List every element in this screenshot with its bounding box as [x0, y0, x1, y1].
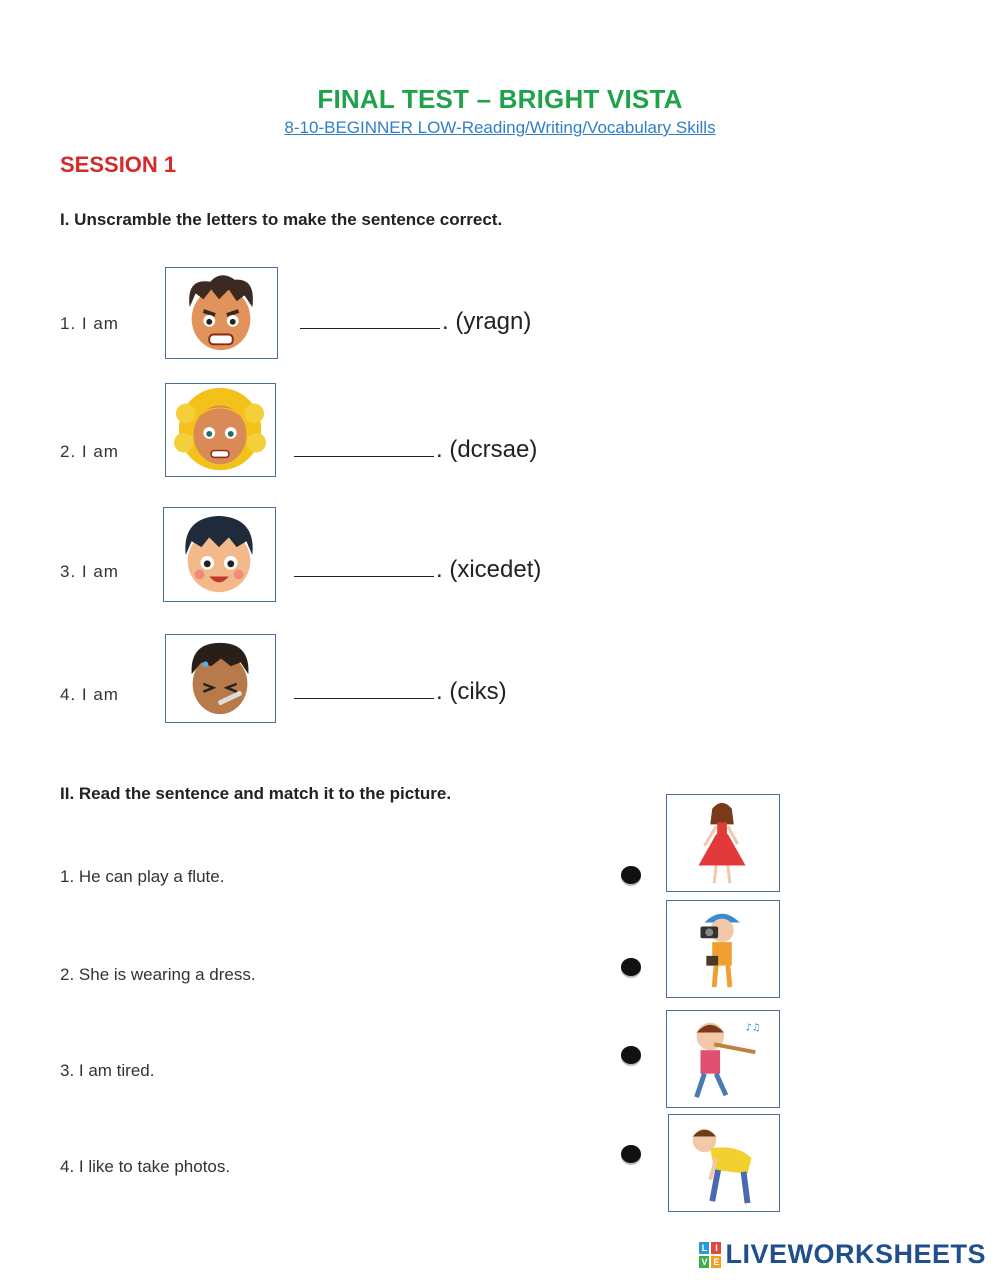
liveworksheets-logo[interactable]: [699, 1239, 986, 1270]
item4-answer-blank[interactable]: [294, 678, 507, 706]
match-dot-4[interactable]: [621, 1145, 641, 1163]
worksheet-title: FINAL TEST – BRIGHT VISTA: [317, 84, 683, 114]
match-dot-2[interactable]: [621, 958, 641, 976]
logo-letter-i: I: [711, 1242, 721, 1254]
session-label: SESSION 1: [60, 152, 177, 177]
item1-hint: . (yragn): [442, 308, 532, 335]
match-sentence-4: 4. I like to take photos.: [60, 1157, 231, 1176]
item3-label: 3. I am: [60, 562, 119, 581]
match-sentence-3: 3. I am tired.: [60, 1061, 155, 1080]
scared-face-icon: [165, 383, 276, 477]
item2-answer-blank[interactable]: [294, 436, 537, 464]
answer-line[interactable]: [294, 442, 434, 457]
excited-face-icon: [163, 507, 276, 602]
tired-man-icon[interactable]: [668, 1114, 780, 1212]
item4-hint: . (ciks): [436, 678, 507, 705]
item2-label: 2. I am: [60, 442, 119, 461]
part1-heading: I. Unscramble the letters to make the sentence correct.: [60, 210, 503, 229]
answer-line[interactable]: [294, 684, 434, 699]
svg-text:♪♫: ♪♫: [745, 1022, 761, 1034]
item3-answer-blank[interactable]: [294, 556, 541, 584]
logo-mark-icon: [699, 1242, 721, 1268]
item2-hint: . (dcrsae): [436, 436, 538, 463]
match-dot-1[interactable]: [621, 866, 641, 884]
sick-face-icon: [165, 634, 276, 723]
child-with-camera-icon[interactable]: [666, 900, 780, 998]
logo-letter-e: E: [713, 1256, 720, 1267]
logo-text: LIVEWORKSHEETS: [725, 1239, 986, 1269]
answer-line[interactable]: [294, 562, 434, 577]
part2-heading: II. Read the sentence and match it to the picture.: [60, 784, 452, 803]
logo-letter-l: L: [699, 1242, 709, 1254]
item4-label: 4. I am: [60, 685, 119, 704]
logo-letter-v: V: [701, 1256, 708, 1267]
item1-answer-blank[interactable]: [300, 308, 531, 336]
girl-in-red-dress-icon[interactable]: [666, 794, 780, 892]
boy-playing-flute-icon[interactable]: [666, 1010, 780, 1108]
item3-hint: . (xicedet): [436, 556, 542, 583]
match-dot-3[interactable]: [621, 1046, 641, 1064]
match-sentence-2: 2. She is wearing a dress.: [60, 965, 256, 984]
angry-face-icon: [165, 267, 278, 359]
worksheet-subtitle[interactable]: 8-10-BEGINNER LOW-Reading/Writing/Vocabulary Skills: [284, 118, 716, 137]
answer-line[interactable]: [300, 314, 440, 329]
match-sentence-1: 1. He can play a flute.: [60, 867, 225, 886]
item1-label: 1. I am: [60, 314, 119, 333]
